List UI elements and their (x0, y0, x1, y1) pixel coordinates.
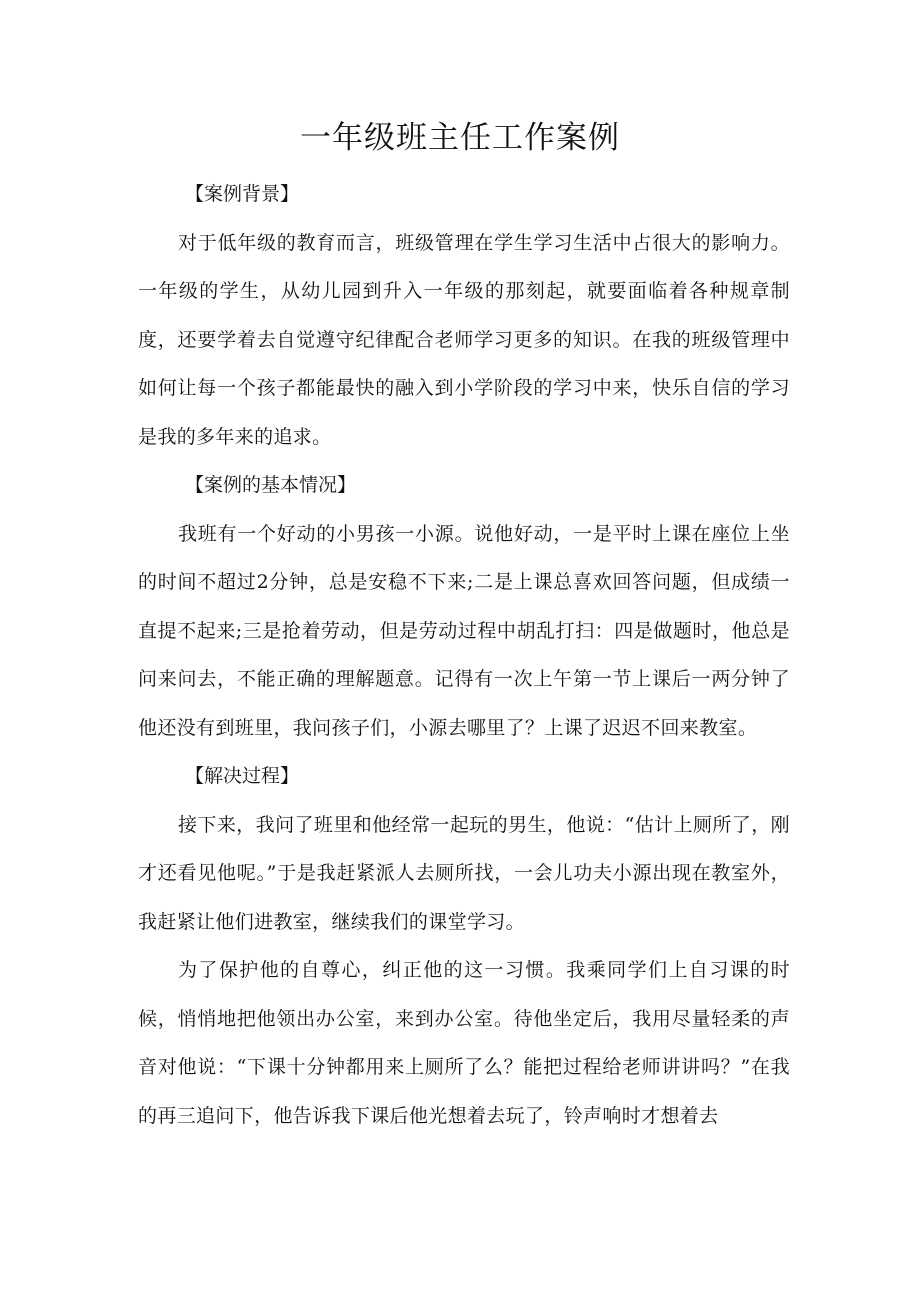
section-heading-background: 【案例背景】 (185, 183, 300, 205)
paragraph-solution-process-1: 接下来，我问了班里和他经常一起玩的男生，他说：“估计上厕所了，刚才还看见他呢。”于是我赶紧派人去厕所找，一会儿功夫小源出现在教室外，我赶紧让他们进教室，继续我们的课堂学习。 (138, 813, 790, 933)
section-heading-basic-situation: 【案例的基本情况】 (185, 474, 357, 496)
paragraph-background: 对于低年级的教育而言，班级管理在学生学习生活中占很大的影响力。一年级的学生，从幼儿园到升入一年级的那刻起，就要面临着各种规章制度，还要学着去自觉遵守纪律配合老师学习更多的知识。在我的班级管理中如何让每一个孩子都能最快的融入到小学阶段的学习中来，快乐自信的学习是我的多年来的追求。 (138, 231, 790, 448)
document-title: 一年级班主任工作案例 (300, 120, 620, 156)
document-body (138, 170, 790, 1140)
paragraph-basic-situation: 我班有一个好动的小男孩一小源。说他好动，一是平时上课在座位上坐的时间不超过2分钟，总是安稳不下来;二是上课总喜欢回答问题，但成绩一直提不起来;三是抢着劳动，但是劳动过程中胡乱打扫：四是做题时，他总是问来问去，不能正确的理解题意。记得有一次上午第一节上课后一两分钟了他还没有到班里，我问孩子们，小源去哪里了？上课了迟迟不回来教室。 (138, 522, 790, 739)
section-heading-solution-process: 【解决过程】 (185, 765, 300, 787)
paragraph-solution-process-2: 为了保护他的自尊心，纠正他的这一习惯。我乘同学们上自习课的时候，悄悄地把他领出办公室，来到办公室。待他坐定后，我用尽量轻柔的声音对他说：“下课十分钟都用来上厕所了么？能把过程给老师讲讲吗？”在我的再三追问下，他告诉我下课后他光想着去玩了，铃声响时才想着去 (138, 959, 790, 1127)
